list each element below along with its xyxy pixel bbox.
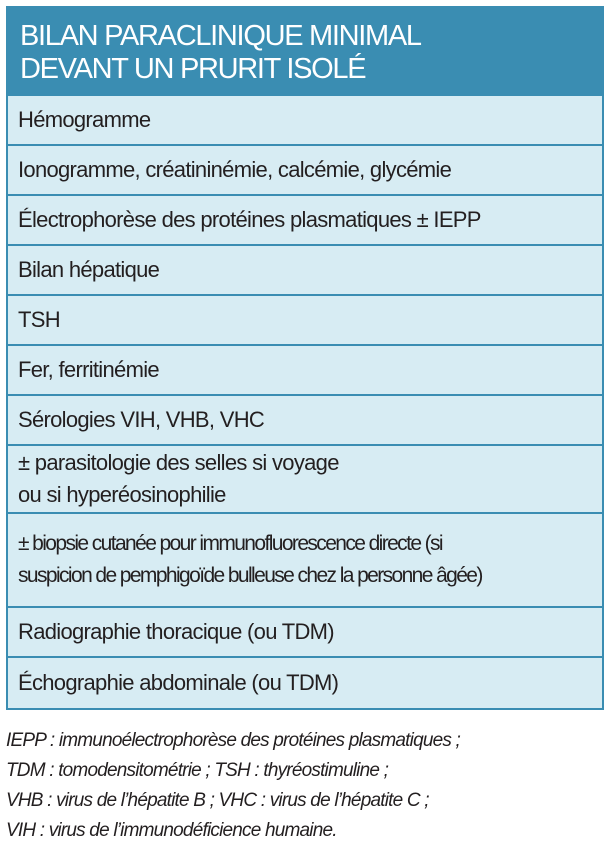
table-row-fer — [8, 346, 602, 396]
row-text: Ionogramme, créatininémie, calcémie, glycémie — [18, 157, 452, 182]
row-text: Hémogramme — [18, 107, 151, 132]
row-text-line-2: ou si hyperéosinophilie — [18, 482, 226, 507]
row-text: Fer, ferritinémie — [18, 357, 159, 382]
table-row-echographie — [8, 658, 602, 708]
note-line: VHB : virus de l’hépatite B ; VHC : virus de l’hépatite C ; — [6, 790, 429, 811]
row-text-line-1: ± biopsie cutanée pour immunofluorescence directe (si — [18, 532, 442, 555]
row-text: Bilan hépatique — [18, 257, 160, 282]
table-row-hemogramme — [8, 96, 602, 146]
table-header — [8, 8, 602, 96]
row-text: Échographie abdominale (ou TDM) — [18, 670, 339, 695]
row-text: Électrophorèse des protéines plasmatiques ± IEPP — [18, 207, 481, 232]
abbreviation-notes — [6, 726, 606, 846]
row-text: Radiographie thoracique (ou TDM) — [18, 619, 334, 644]
row-text-line-1: ± parasitologie des selles si voyage — [18, 450, 339, 475]
note-line: TDM : tomodensitométrie ; TSH : thyréostimuline ; — [6, 760, 389, 781]
table-row-ionogramme — [8, 146, 602, 196]
table-row-electrophorese — [8, 196, 602, 246]
table-row-biopsie — [8, 514, 602, 608]
note-line: IEPP : immunoélectrophorèse des protéines plasmatiques ; — [6, 730, 461, 751]
table-rows — [8, 96, 602, 708]
row-text-line-2: suspicion de pemphigoïde bulleuse chez la personne âgée) — [18, 564, 482, 587]
table-title-line-1: BILAN PARACLINIQUE MINIMAL — [20, 20, 421, 52]
table-row-tsh — [8, 296, 602, 346]
row-text: TSH — [18, 307, 60, 332]
table-row-radiographie — [8, 608, 602, 658]
table-title-line-2: DEVANT UN PRURIT ISOLÉ — [20, 53, 366, 85]
note-line: VIH : virus de l’immunodéficience humaine. — [6, 820, 337, 841]
exam-table — [6, 6, 604, 710]
table-row-parasitologie — [8, 446, 602, 514]
row-text: Sérologies VIH, VHB, VHC — [18, 407, 265, 432]
table-row-bilan-hepatique — [8, 246, 602, 296]
table-row-serologies — [8, 396, 602, 446]
